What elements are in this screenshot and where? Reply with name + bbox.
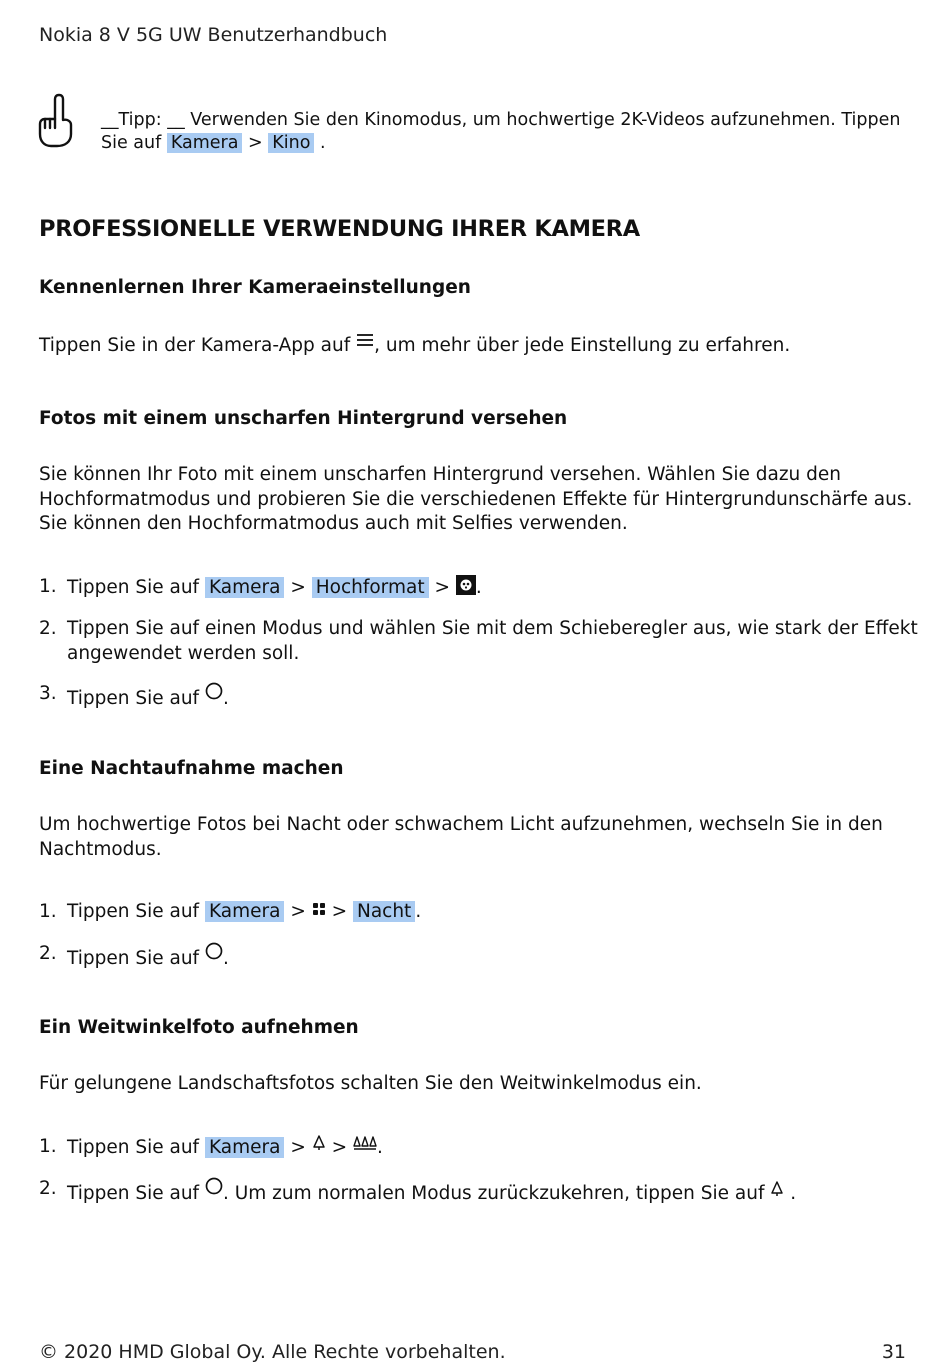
- blur-paragraph: Sie können Ihr Foto mit einem unscharfen Hintergrund versehen. Wählen Sie dazu den Hochformatmodus und probieren Sie die verschiedenen Effekte für Hintergrundunschärfe aus. Sie können den Hochformatmodus auch mit Selfies verwenden.: [39, 464, 913, 534]
- wide-step-2: 2. Tippen Sie auf . Um zum normalen Modus zurückzukehren, tippen Sie auf .: [39, 1178, 797, 1204]
- camera-settings-text: Tippen Sie in der Kamera-App auf , um mehr über jede Einstellung zu erfahren.: [39, 335, 791, 356]
- ui-camera-label: Kamera: [205, 901, 285, 922]
- page-number: 31: [881, 1341, 906, 1363]
- blur-step-2: 2. Tippen Sie auf einen Modus und wählen Sie mit dem Schieberegler aus, wie stark der Effekt angewendet werden soll.: [39, 618, 918, 664]
- ui-portrait-label: Hochformat: [312, 577, 429, 598]
- single-tree-icon: [312, 1135, 326, 1151]
- document-title: Nokia 8 V 5G UW Benutzerhandbuch: [39, 24, 388, 46]
- single-tree-icon: [770, 1181, 784, 1197]
- ui-kino-label: Kino: [268, 133, 314, 153]
- menu-lines-icon: [356, 333, 374, 349]
- tip-label: __Tipp: __: [101, 110, 185, 130]
- shutter-circle-icon: [205, 1177, 223, 1195]
- wide-trees-icon: [353, 1135, 377, 1151]
- copyright: © 2020 HMD Global Oy. Alle Rechte vorbehalten.: [39, 1341, 506, 1363]
- more-modes-grid-icon: [312, 902, 326, 916]
- night-step-1: 1. Tippen Sie auf Kamera > > Nacht .: [39, 901, 422, 922]
- night-step-2: 2. Tippen Sie auf .: [39, 943, 229, 969]
- ui-camera-label: Kamera: [205, 577, 285, 598]
- blur-step-3: 3. Tippen Sie auf .: [39, 683, 229, 709]
- heading-camera-settings: Kennenlernen Ihrer Kameraeinstellungen: [39, 277, 471, 298]
- section-title: PROFESSIONELLE VERWENDUNG IHRER KAMERA: [39, 216, 640, 242]
- night-paragraph: Um hochwertige Fotos bei Nacht oder schwachem Licht aufzunehmen, wechseln Sie in den Nachtmodus.: [39, 814, 883, 860]
- shutter-circle-icon: [205, 942, 223, 960]
- shutter-circle-icon: [205, 682, 223, 700]
- wide-paragraph: Für gelungene Landschaftsfotos schalten Sie den Weitwinkelmodus ein.: [39, 1073, 702, 1094]
- heading-wide: Ein Weitwinkelfoto aufnehmen: [39, 1017, 359, 1038]
- tip-text: __Tipp: __ Verwenden Sie den Kinomodus, um hochwertige 2K-Videos aufzunehmen. Tippen Sie auf Kamera > Kino .: [101, 110, 901, 153]
- blur-step-1: 1. Tippen Sie auf Kamera > Hochformat > .: [39, 576, 482, 598]
- wide-step-1: 1. Tippen Sie auf Kamera > > .: [39, 1136, 383, 1158]
- pointing-hand-icon: [37, 92, 77, 148]
- bokeh-effect-icon: [456, 575, 476, 595]
- ui-camera-label: Kamera: [167, 133, 243, 153]
- heading-blur: Fotos mit einem unscharfen Hintergrund versehen: [39, 408, 568, 429]
- heading-night: Eine Nachtaufnahme machen: [39, 758, 344, 779]
- ui-camera-label: Kamera: [205, 1137, 285, 1158]
- ui-night-label: Nacht: [353, 901, 415, 922]
